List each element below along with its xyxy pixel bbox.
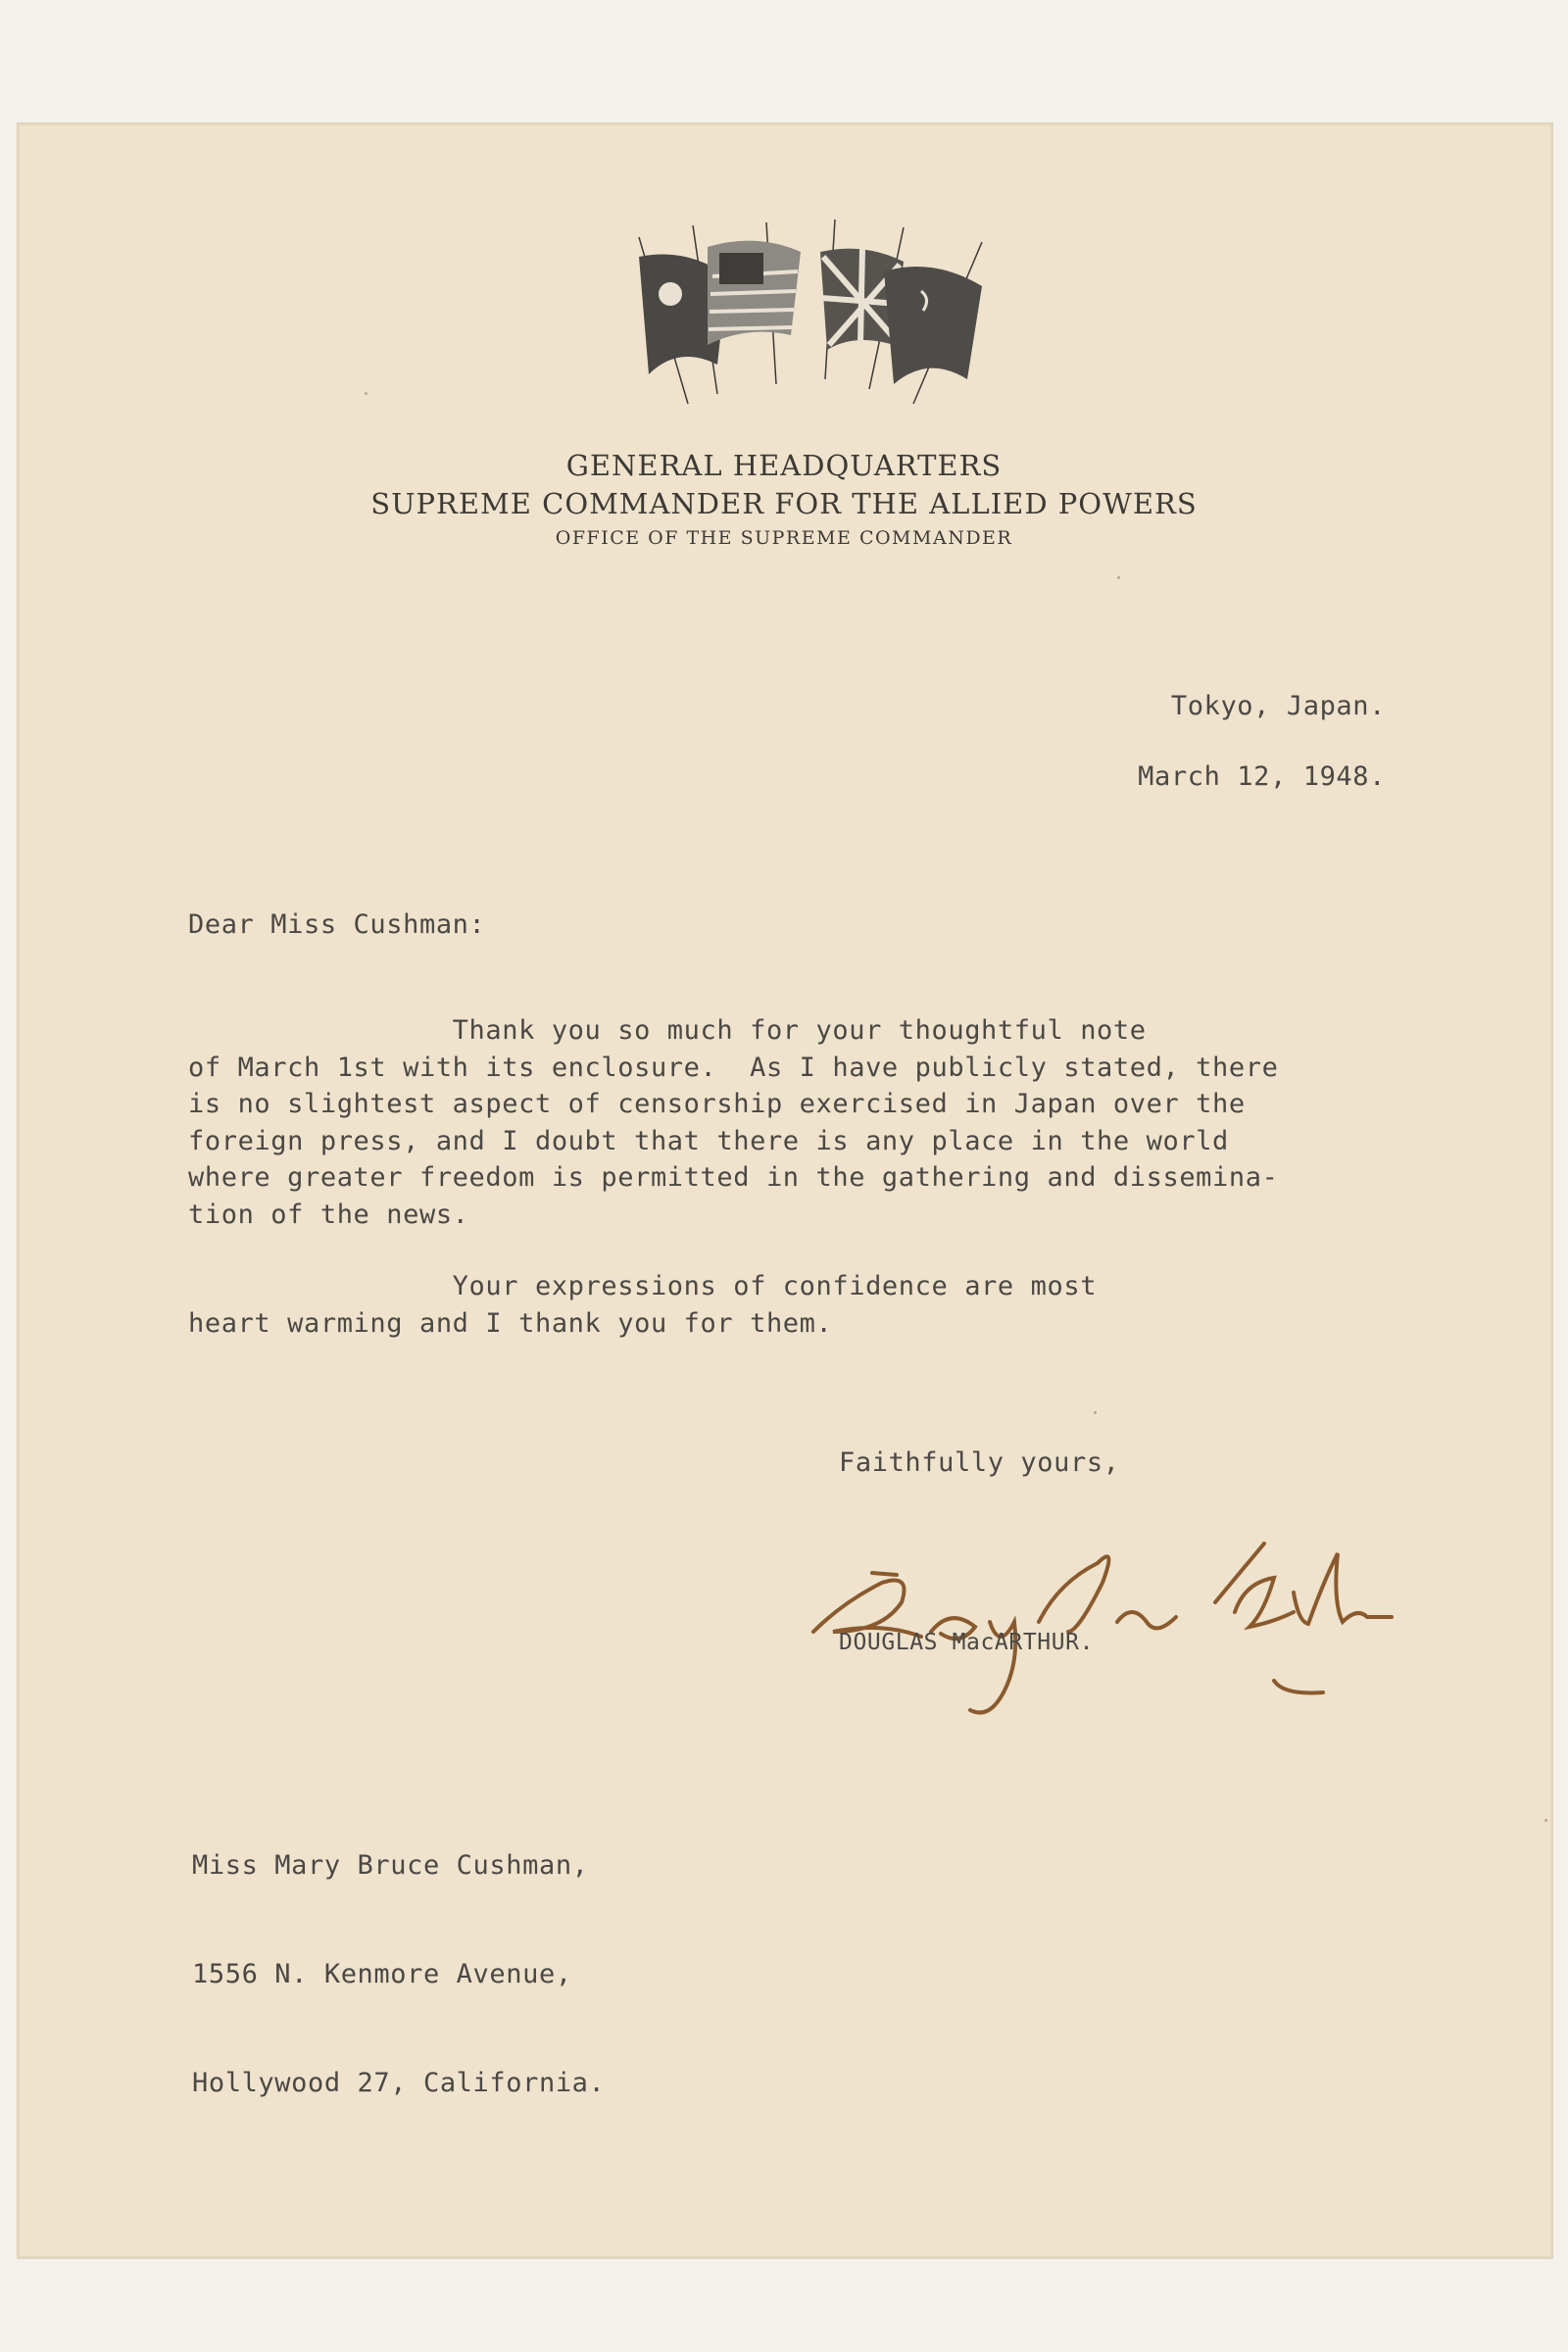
recipient-city: Hollywood 27, California. — [192, 2068, 606, 2098]
paper-speck — [365, 392, 368, 395]
paper-speck — [1117, 576, 1120, 579]
allied-flags-emblem — [610, 218, 1013, 417]
body-paragraph-2: Your expressions of confidence are most heart warming and I thank you for them. — [188, 1271, 1098, 1339]
recipient-name: Miss Mary Bruce Cushman, — [192, 1850, 589, 1881]
closing: Faithfully yours, — [839, 1447, 1120, 1478]
recipient-address — [192, 1775, 605, 2137]
letterhead-line-2: SUPREME COMMANDER FOR THE ALLIED POWERS — [370, 487, 1198, 520]
salutation: Dear Miss Cushman: — [188, 909, 486, 940]
letterhead-line-1: GENERAL HEADQUARTERS — [565, 449, 1003, 482]
recipient-street: 1556 N. Kenmore Avenue, — [192, 1959, 572, 1989]
ussr-flag-icon — [884, 267, 982, 384]
paper-speck — [1094, 1411, 1097, 1414]
handwritten-signature — [804, 1524, 1411, 1730]
letterhead-line-3: OFFICE OF THE SUPREME COMMANDER — [555, 527, 1013, 549]
typed-signature-name: DOUGLAS MacARTHUR. — [839, 1630, 1095, 1655]
paper-speck — [1544, 1819, 1547, 1822]
letter-place: Tokyo, Japan. — [1170, 691, 1386, 721]
body-paragraph-1: Thank you so much for your thoughtful note of March 1st with its enclosure. As I have publicly stated, there is no slightest aspect of censorship exercised in Japan over the foreign press, and I doubt that there is any place in the world where greater freedom is permitted in the gathering and dissemina- tion of the news. — [188, 1015, 1279, 1230]
letter-date: March 12, 1948. — [1138, 761, 1386, 792]
